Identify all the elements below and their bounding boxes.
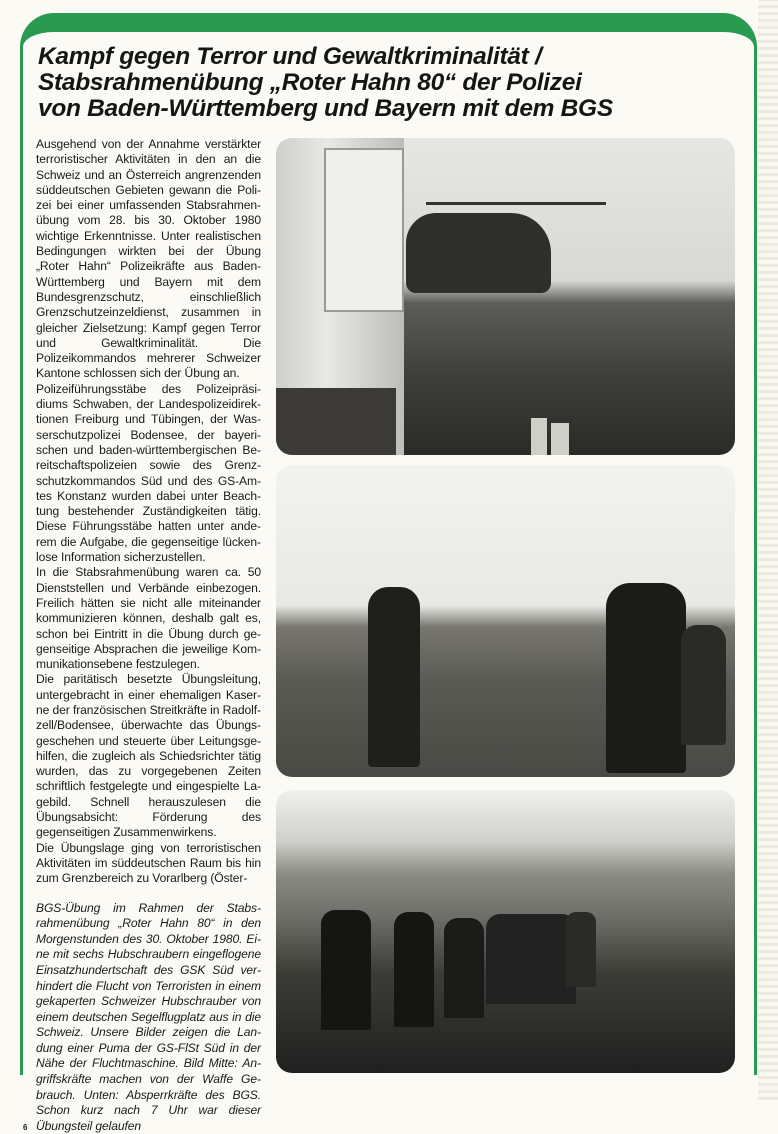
photo-helicopter-landing <box>276 138 735 455</box>
article-title <box>38 44 738 122</box>
caption-block <box>23 887 261 1134</box>
title-line: von Baden-Württemberg und Bayern mit dem BGS <box>38 95 613 122</box>
adjacent-page-edge <box>758 0 778 1100</box>
paragraph: Polizeiführungsstäbe des Polizeipräsidiums Schwaben, der Landespolizeidirektionen Freiburg und Tübingen, der Wasserschutzpolizei Bodensee, der bayerischen und baden-württembergischen Bereitschaftspolizeien sowie des Grenzschutzkommandos Süd und des GS-Amtes Konstanz wurden dabei unter Beachtung bestehender Zuständigkeiten tätig. Diese Führungsstäbe hatten unter anderem die Aufgabe, die gegenseitige lückenlose Information sicherzustellen. <box>36 381 261 565</box>
paragraph: In die Stabsrahmenübung waren ca. 50 Dienststellen und Verbände einbezogen. Freilich hätten sie nicht alle miteinander kommunizieren können, deshalb galt es, schon bei Eintritt in die Übung durch gegenseitige Absprachen die jeweilige Kommunikationsebene festzulegen. <box>36 565 261 672</box>
photo-caption: BGS-Übung im Rahmen der Stabsrahmenübung „Roter Hahn 80“ in den Morgenstunden des 30. Oktober 1980. Eine mit sechs Hubschraubern eingeflogene Einsatzhundertschaft des GSK Süd verhindert die Flucht von Terroristen in einem gekaperten Schweizer Hubschrauber von einem deutschen Segelflugplatz aus in die Schweiz. Unsere Bilder zeigen die Landung einer Puma der GS-FlSt Süd in der Nähe der Fluchtmaschine. Bild Mitte: Angriffskräfte machen von der Waffe Gebrauch. Unten: Absperrkräfte des BGS. Schon kurz nach 7 Uhr war dieser Übungsteil gelaufen <box>36 900 261 1133</box>
paragraph: Ausgehend von der Annahme verstärkter terroristischer Aktivitäten in den an die Schweiz und an Österreich angrenzenden süddeutschen Gebieten gewann die Polizei bei einer umfassenden Stabsrahmenübung vom 28. bis 30. Oktober 1980 wichtige Erkenntnisse. Unter realistischen Bedingungen wirkten bei der Übung „Roter Hahn“ Polizeikräfte aus Baden-Württemberg und Bayern mit dem Bundesgrenzschutz, einschließlich Grenzschutzeinzeldienst, zusammen in gleicher Zielsetzung: Kampf gegen Terror und Gewaltkriminalität. Die Polizeikommandos mehrerer Schweizer Kantone schlossen sich der Übung an. <box>36 137 261 381</box>
paragraph: Die paritätisch besetzte Übungsleitung, untergebracht in einer ehemaligen Kaserne der französischen Streitkräfte in Radolfzell/Bodensee, überwachte das Übungsgeschehen und steuerte über Leitungsgehilfen, die zugleich als Schiedsrichter tätig wurden, das zu vorgegebenen Zeiten schriftlich festgelegte und eingespielte Lagebild. Schnell herauszulesen die Übungsabsicht: Förderung des gegenseitigen Zusammenwirkens. <box>36 672 261 840</box>
photo-cordon-forces <box>276 790 735 1073</box>
article-body <box>36 137 261 887</box>
title-line: Stabsrahmenübung „Roter Hahn 80“ der Polizei <box>38 69 582 96</box>
title-line: Kampf gegen Terror und Gewaltkriminalität / <box>38 43 542 70</box>
page-number: 6 <box>23 1123 28 1133</box>
paragraph: Die Übungslage ging von terroristischen Aktivitäten im süddeutschen Raum bis hin zum Grenzbereich zu Vorarlberg (Öster- <box>36 840 261 886</box>
photo-attack-forces <box>276 465 735 777</box>
text-column <box>23 137 261 1134</box>
